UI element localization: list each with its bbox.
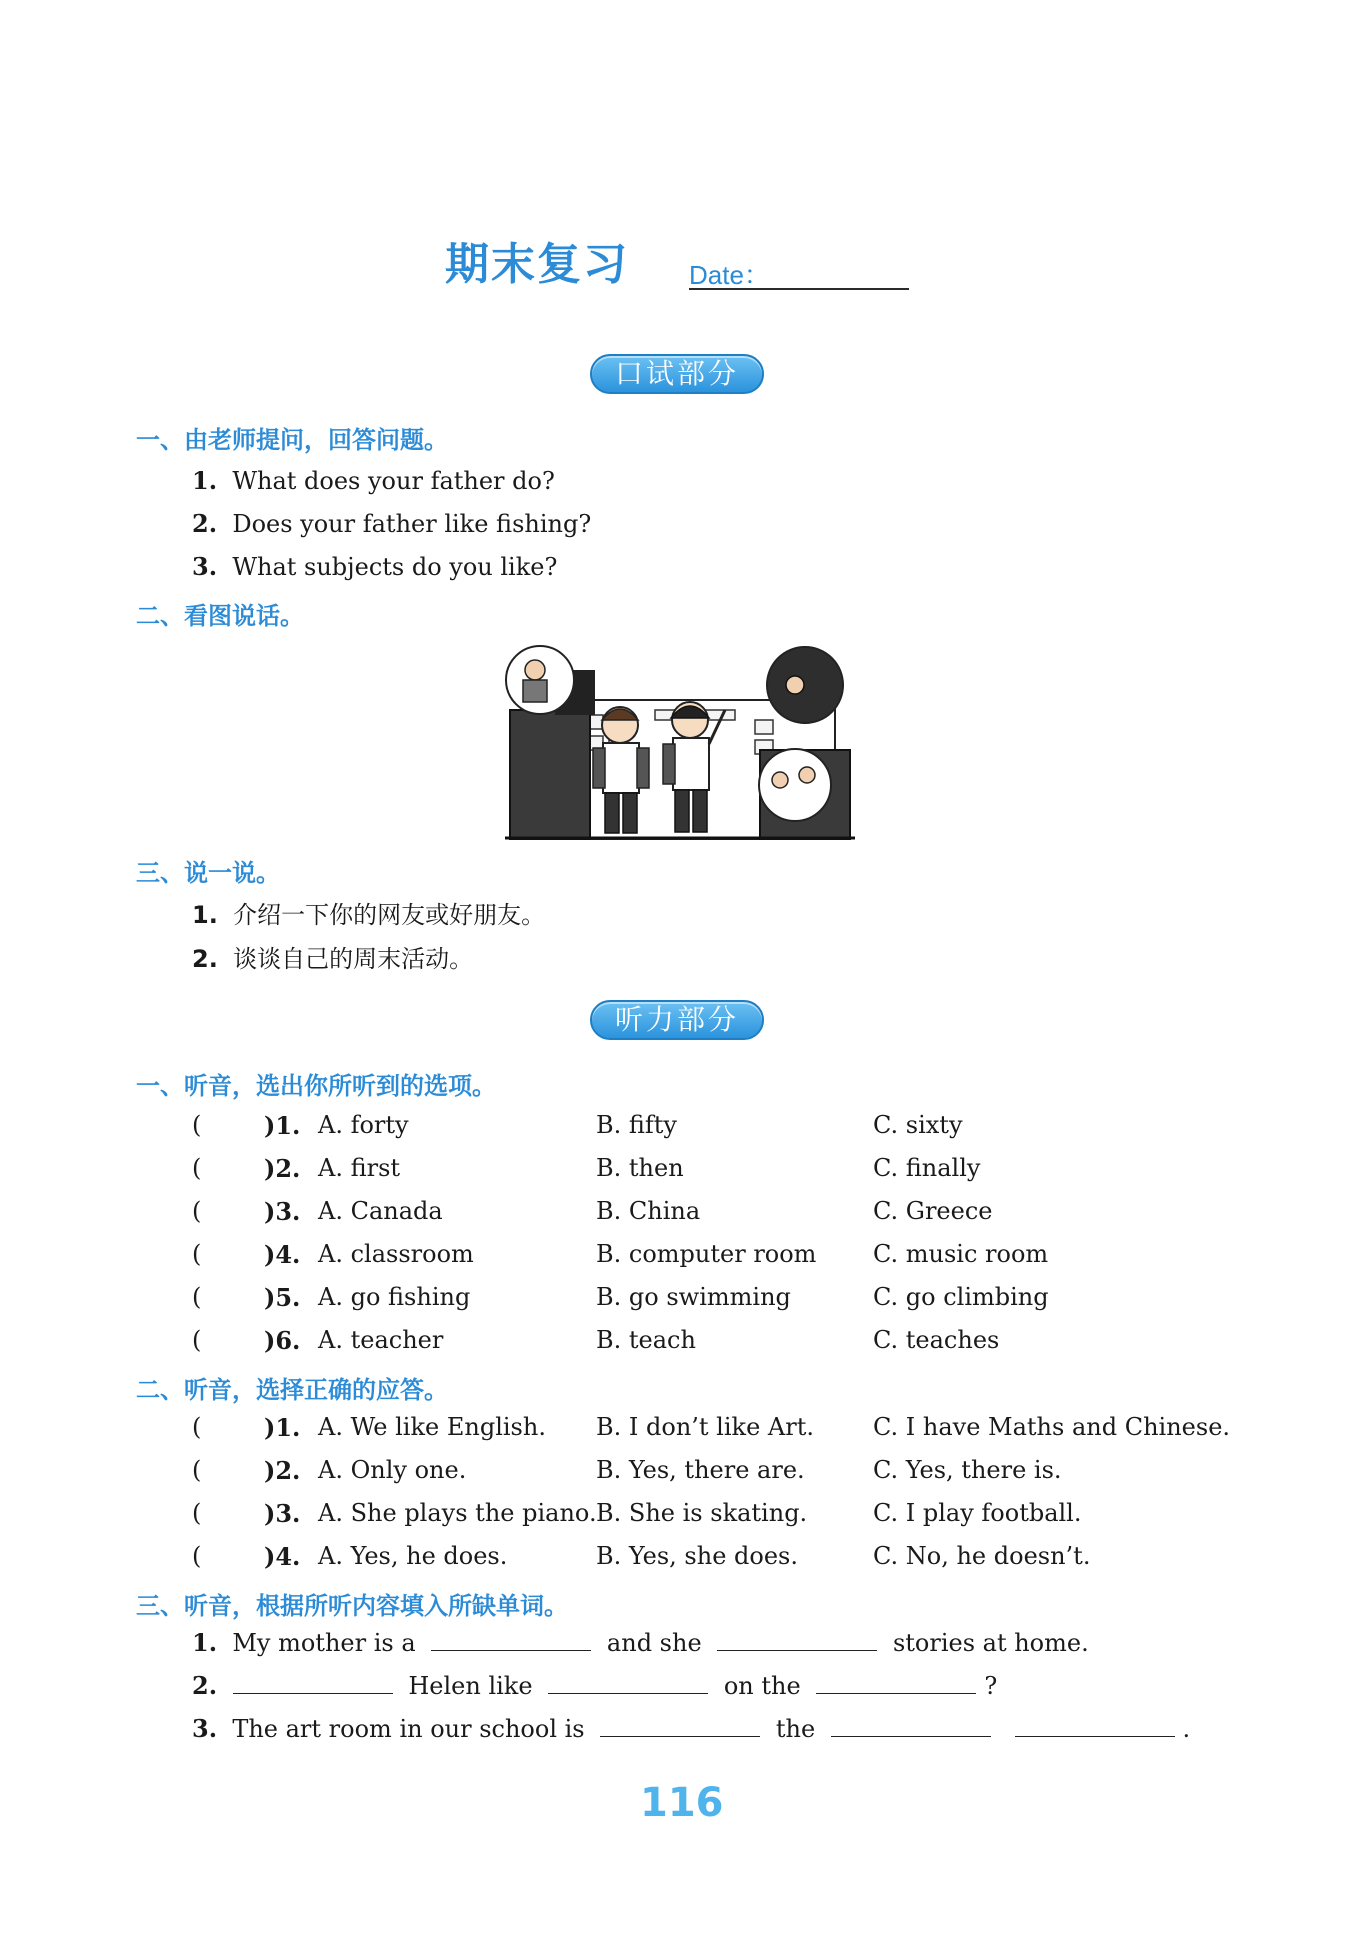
option-b: B. then [596, 1154, 684, 1182]
option-c: C. Yes, there is. [873, 1456, 1062, 1484]
answer-paren[interactable]: ( [192, 1326, 202, 1354]
option-c: C. go climbing [873, 1283, 1049, 1311]
option-a: A. first [318, 1154, 401, 1182]
option-b: B. I don’t like Art. [596, 1413, 814, 1441]
option-b: B. computer room [596, 1240, 817, 1268]
answer-blank[interactable] [1015, 1736, 1175, 1737]
option-a: A. classroom [318, 1240, 474, 1268]
option-b: B. She is skating. [596, 1499, 808, 1527]
page-number: 116 [640, 1780, 724, 1826]
listening-heading-1: 一、听音，选出你所听到的选项。 [136, 1072, 496, 1100]
option-a: A. forty [318, 1111, 409, 1139]
oral-heading-3: 三、说一说。 [136, 859, 280, 887]
question-number: )3. [264, 1499, 301, 1528]
oral-heading-1: 一、由老师提问，回答问题。 [136, 426, 448, 454]
page-title: 期末复习 [445, 239, 629, 290]
option-c: C. Greece [873, 1197, 993, 1225]
question-number: )2. [264, 1154, 301, 1183]
answer-paren[interactable]: ( [192, 1499, 202, 1527]
option-b: B. Yes, she does. [596, 1542, 798, 1570]
question-number: )4. [264, 1240, 301, 1269]
oral-q2: 2. Does your father like fishing? [192, 509, 592, 538]
listening-heading-3: 三、听音，根据所听内容填入所缺单词。 [136, 1592, 568, 1620]
option-c: C. I have Maths and Chinese. [873, 1413, 1231, 1441]
date-blank-line[interactable] [689, 288, 909, 290]
option-b: B. teach [596, 1326, 696, 1354]
question-number: )6. [264, 1326, 301, 1355]
oral-q1: 1. What does your father do? [192, 466, 555, 495]
option-c: C. I play football. [873, 1499, 1082, 1527]
oral-task-1: 1. 介绍一下你的网友或好朋友。 [192, 901, 546, 929]
date-label: Date： [689, 260, 770, 290]
answer-paren[interactable]: ( [192, 1111, 202, 1139]
listening-heading-2: 二、听音，选择正确的应答。 [136, 1376, 448, 1404]
answer-blank[interactable] [600, 1736, 760, 1737]
option-c: C. No, he doesn’t. [873, 1542, 1091, 1570]
answer-paren[interactable]: ( [192, 1154, 202, 1182]
oral-task-2: 2. 谈谈自己的周末活动。 [192, 945, 474, 973]
section-pill-listening: 听力部分 [590, 1000, 764, 1040]
option-b: B. Yes, there are. [596, 1456, 805, 1484]
oral-q3: 3. What subjects do you like? [192, 552, 558, 581]
fill-line-2: 2. Helen like on the ? [192, 1671, 998, 1700]
option-c: C. sixty [873, 1111, 963, 1139]
section-pill-oral: 口试部分 [590, 354, 764, 394]
option-a: A. Yes, he does. [318, 1542, 508, 1570]
answer-blank[interactable] [831, 1736, 991, 1737]
option-a: A. She plays the piano. [318, 1499, 597, 1527]
answer-blank[interactable] [233, 1693, 393, 1694]
oral-heading-2: 二、看图说话。 [136, 602, 304, 630]
question-number: )3. [264, 1197, 301, 1226]
option-a: A. Canada [318, 1197, 443, 1225]
option-b: B. go swimming [596, 1283, 791, 1311]
answer-paren[interactable]: ( [192, 1542, 202, 1570]
answer-paren[interactable]: ( [192, 1197, 202, 1225]
question-number: )2. [264, 1456, 301, 1485]
question-number: )4. [264, 1542, 301, 1571]
fill-line-3: 3. The art room in our school is the . [192, 1714, 1191, 1743]
option-b: B. fifty [596, 1111, 677, 1139]
fill-line-1: 1. My mother is a and she stories at home. [192, 1628, 1089, 1657]
option-a: A. We like English. [318, 1413, 546, 1441]
option-b: B. China [596, 1197, 701, 1225]
answer-paren[interactable]: ( [192, 1413, 202, 1441]
question-number: )5. [264, 1283, 301, 1312]
answer-blank[interactable] [548, 1693, 708, 1694]
students-school-illustration [505, 640, 855, 840]
answer-blank[interactable] [816, 1693, 976, 1694]
question-number: )1. [264, 1111, 301, 1140]
answer-paren[interactable]: ( [192, 1456, 202, 1484]
option-c: C. music room [873, 1240, 1049, 1268]
answer-blank[interactable] [717, 1650, 877, 1651]
answer-paren[interactable]: ( [192, 1240, 202, 1268]
option-c: C. finally [873, 1154, 981, 1182]
option-c: C. teaches [873, 1326, 1000, 1354]
question-number: )1. [264, 1413, 301, 1442]
answer-blank[interactable] [431, 1650, 591, 1651]
option-a: A. Only one. [318, 1456, 467, 1484]
answer-paren[interactable]: ( [192, 1283, 202, 1311]
option-a: A. teacher [318, 1326, 444, 1354]
option-a: A. go fishing [318, 1283, 471, 1311]
